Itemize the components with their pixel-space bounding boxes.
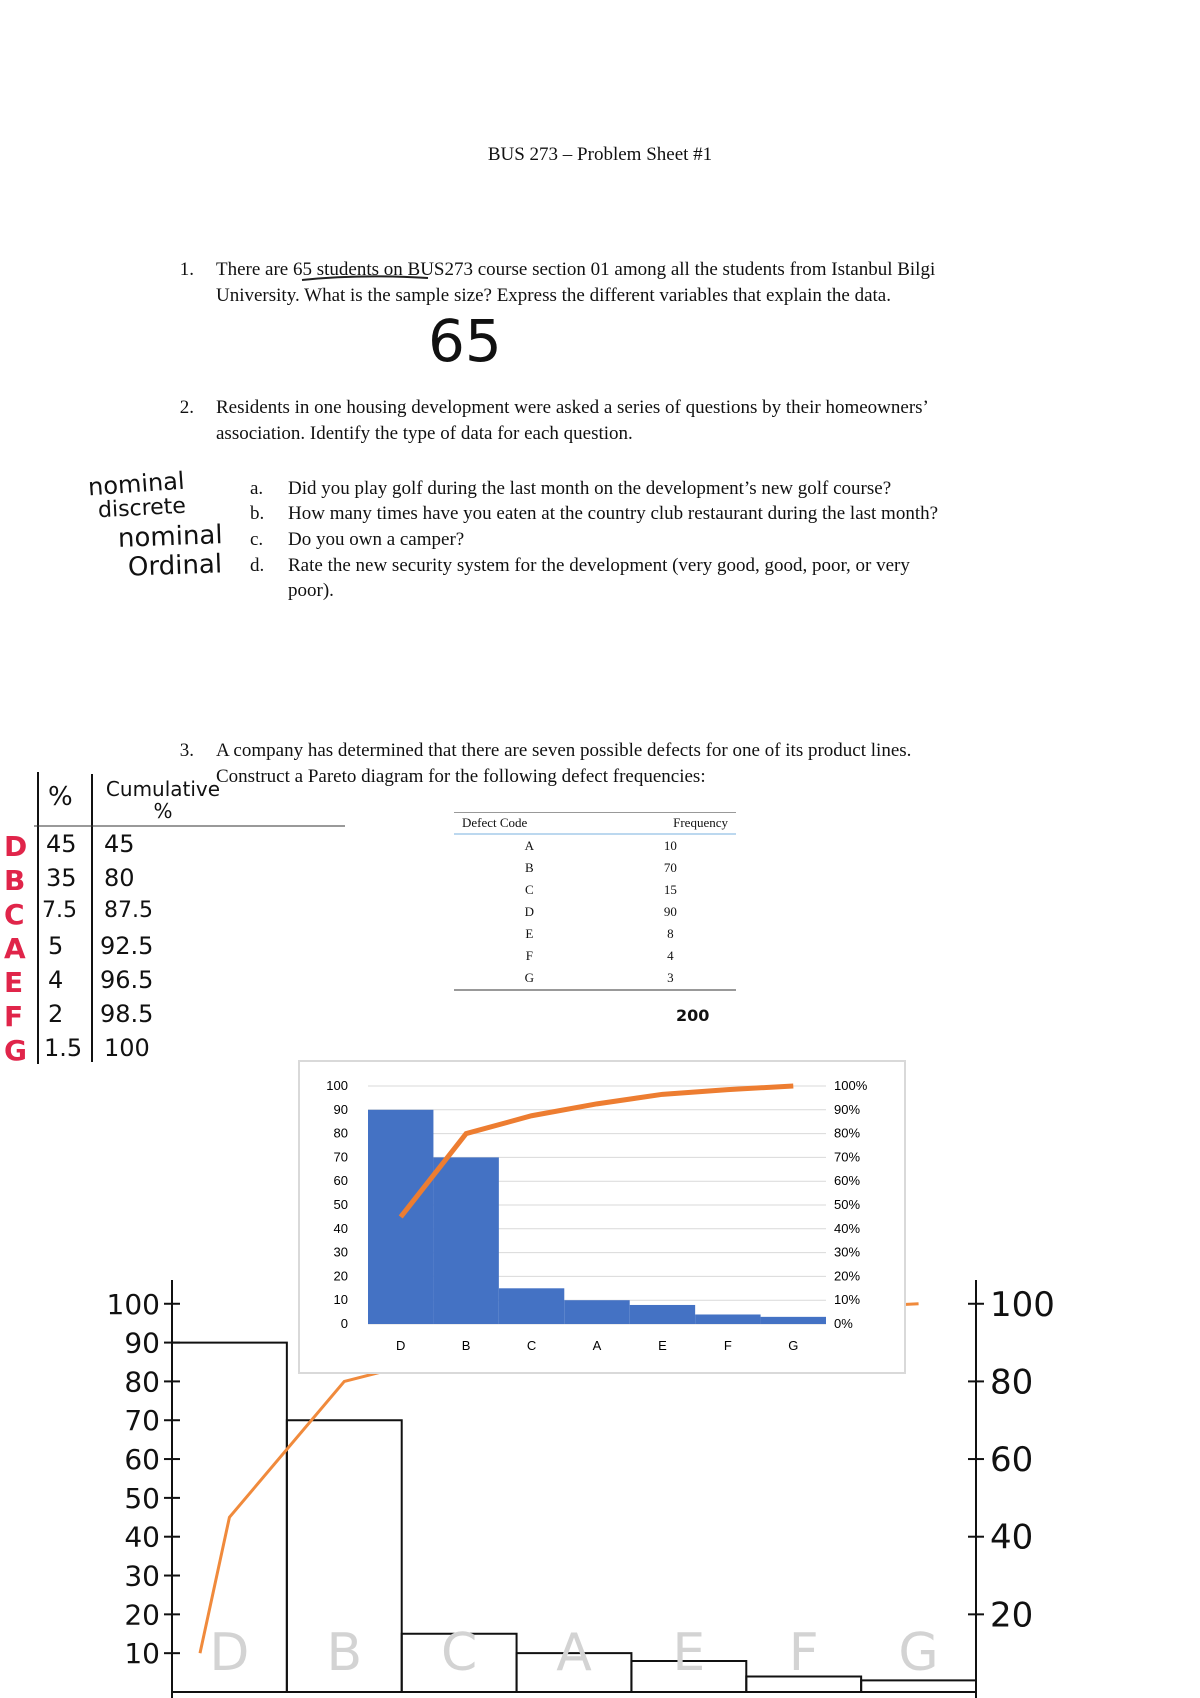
bar-c xyxy=(499,1288,564,1324)
y-tick-label: 40 xyxy=(333,1220,348,1236)
sketch-left-tick-label: 70 xyxy=(124,1404,160,1438)
column-header: Defect Code xyxy=(454,813,605,834)
y-tick-label: 60 xyxy=(333,1173,348,1189)
question-number: 3. xyxy=(179,740,194,761)
defect-table-wrapper xyxy=(454,812,736,991)
y-tick-label: 30 xyxy=(333,1244,348,1260)
pareto-chart xyxy=(298,1060,906,1374)
bar-g xyxy=(761,1317,826,1324)
y-tick-label: 100 xyxy=(326,1078,348,1093)
question-text-line: There are 65 students on BUS273 course section 01 among all the students from Istanbul Bilgi xyxy=(216,259,936,280)
question-number: 2. xyxy=(179,397,194,418)
sketch-right-tick-label: 40 xyxy=(990,1517,1034,1558)
handwritten-row-c: C 7.5 87.5 xyxy=(4,898,153,931)
handwritten-row-g: G 1.5 100 xyxy=(4,1034,150,1067)
handwritten-note: discrete xyxy=(97,493,187,524)
y-tick-label: 70 xyxy=(333,1149,348,1165)
bar-f xyxy=(695,1314,760,1324)
table-bottom-rule xyxy=(454,989,736,991)
sketch-left-tick-label: 50 xyxy=(124,1481,160,1515)
x-tick-label: D xyxy=(396,1338,406,1353)
bar-e xyxy=(630,1305,695,1324)
handwritten-row-b: B 35 80 xyxy=(4,864,135,897)
handwritten-percent-table xyxy=(0,768,360,1068)
sketch-left-tick-label: 100 xyxy=(106,1287,160,1321)
question-text-line: association. Identify the type of data for each question. xyxy=(216,423,633,444)
table-row: B 70 xyxy=(525,860,677,875)
table-row: C 15 xyxy=(525,882,677,897)
table-row: F 4 xyxy=(525,948,674,963)
handwritten-note: nominal xyxy=(87,466,186,502)
sketch-right-tick-label: 60 xyxy=(990,1440,1034,1481)
y2-tick-label: 30% xyxy=(834,1244,861,1260)
question-text-line: University. What is the sample size? Express the different variables that explain the data. xyxy=(216,285,891,306)
handwritten-row-d: D 45 45 xyxy=(4,830,135,863)
y2-tick-label: 20% xyxy=(834,1268,861,1284)
sketch-left-tick-label: 10 xyxy=(124,1637,160,1671)
sketch-left-tick-label: 90 xyxy=(124,1326,160,1360)
y2-tick-label: 50% xyxy=(834,1197,861,1212)
underline-annotation xyxy=(300,272,430,284)
bar-b xyxy=(433,1157,498,1324)
handwritten-row-e: E 4 96.5 xyxy=(4,966,154,999)
sketch-category-label: F xyxy=(788,1623,819,1683)
x-tick-label: E xyxy=(658,1338,667,1353)
defect-table xyxy=(454,813,736,989)
question-text-line: Residents in one housing development were asked a series of questions by their homeowners’ xyxy=(216,397,929,418)
sketch-left-tick-label: 30 xyxy=(124,1559,160,1593)
x-tick-label: B xyxy=(461,1338,471,1353)
table-row: A 10 xyxy=(524,838,677,853)
y-tick-label: 0 xyxy=(340,1316,348,1331)
y-tick-label: 20 xyxy=(333,1268,348,1284)
y2-tick-label: 10% xyxy=(834,1292,861,1308)
question-text-line: Construct a Pareto diagram for the following defect frequencies: xyxy=(216,766,706,787)
sketch-category-label: B xyxy=(326,1623,363,1683)
y2-tick-label: 40% xyxy=(834,1220,861,1236)
table-row: E 8 xyxy=(525,926,674,941)
page-title: BUS 273 – Problem Sheet #1 xyxy=(487,144,713,165)
y2-tick-label: 80% xyxy=(834,1125,861,1141)
sketch-category-label: A xyxy=(556,1623,592,1683)
handwritten-header: % xyxy=(48,782,73,812)
handwritten-note: Ordinal xyxy=(127,549,223,583)
sketch-category-label: C xyxy=(440,1623,478,1683)
handwritten-note: nominal xyxy=(117,520,224,554)
y-tick-label: 80 xyxy=(333,1125,348,1141)
sketch-right-tick-label: 100 xyxy=(990,1284,1055,1325)
sketch-left-tick-label: 40 xyxy=(124,1520,160,1554)
y2-tick-label: 0% xyxy=(834,1316,853,1331)
handwritten-answer: 65 xyxy=(428,307,502,375)
y-tick-label: 50 xyxy=(333,1197,348,1212)
sketch-category-label: D xyxy=(209,1623,250,1683)
sketch-right-tick-label: 80 xyxy=(990,1362,1034,1403)
question-number: 1. xyxy=(179,259,194,280)
x-tick-label: F xyxy=(723,1338,732,1353)
x-tick-label: C xyxy=(526,1338,537,1353)
table-header-row xyxy=(454,813,736,834)
y2-tick-label: 60% xyxy=(834,1173,861,1189)
pareto-chart-svg xyxy=(300,1062,904,1372)
bar-a xyxy=(564,1300,629,1324)
column-header: Frequency xyxy=(605,813,736,834)
table-row: G 3 xyxy=(524,970,674,985)
sketch-category-label: E xyxy=(672,1623,706,1683)
y2-tick-label: 70% xyxy=(834,1149,861,1165)
handwritten-total: 200 xyxy=(676,1006,710,1025)
sketch-left-tick-label: 20 xyxy=(124,1598,160,1632)
table-row: D 90 xyxy=(524,904,677,919)
y-tick-label: 90 xyxy=(333,1101,348,1117)
sketch-left-tick-label: 60 xyxy=(124,1443,160,1477)
bar-d xyxy=(368,1110,433,1324)
x-tick-label: A xyxy=(592,1338,602,1353)
y2-tick-label: 90% xyxy=(834,1101,861,1117)
sketch-right-tick-label: 20 xyxy=(990,1595,1034,1636)
sketch-category-label: G xyxy=(898,1623,939,1683)
handwritten-row-a: A 5 92.5 xyxy=(4,932,154,965)
handwritten-row-f: F 2 98.5 xyxy=(4,1000,154,1033)
y2-tick-label: 100% xyxy=(834,1078,868,1093)
x-tick-label: G xyxy=(788,1338,799,1353)
y-tick-label: 10 xyxy=(333,1292,348,1308)
sketch-left-tick-label: 80 xyxy=(124,1365,160,1399)
handwritten-header: Cumulative % xyxy=(105,777,221,823)
question-text-line: A company has determined that there are seven possible defects for one of its product lines. xyxy=(216,740,912,761)
